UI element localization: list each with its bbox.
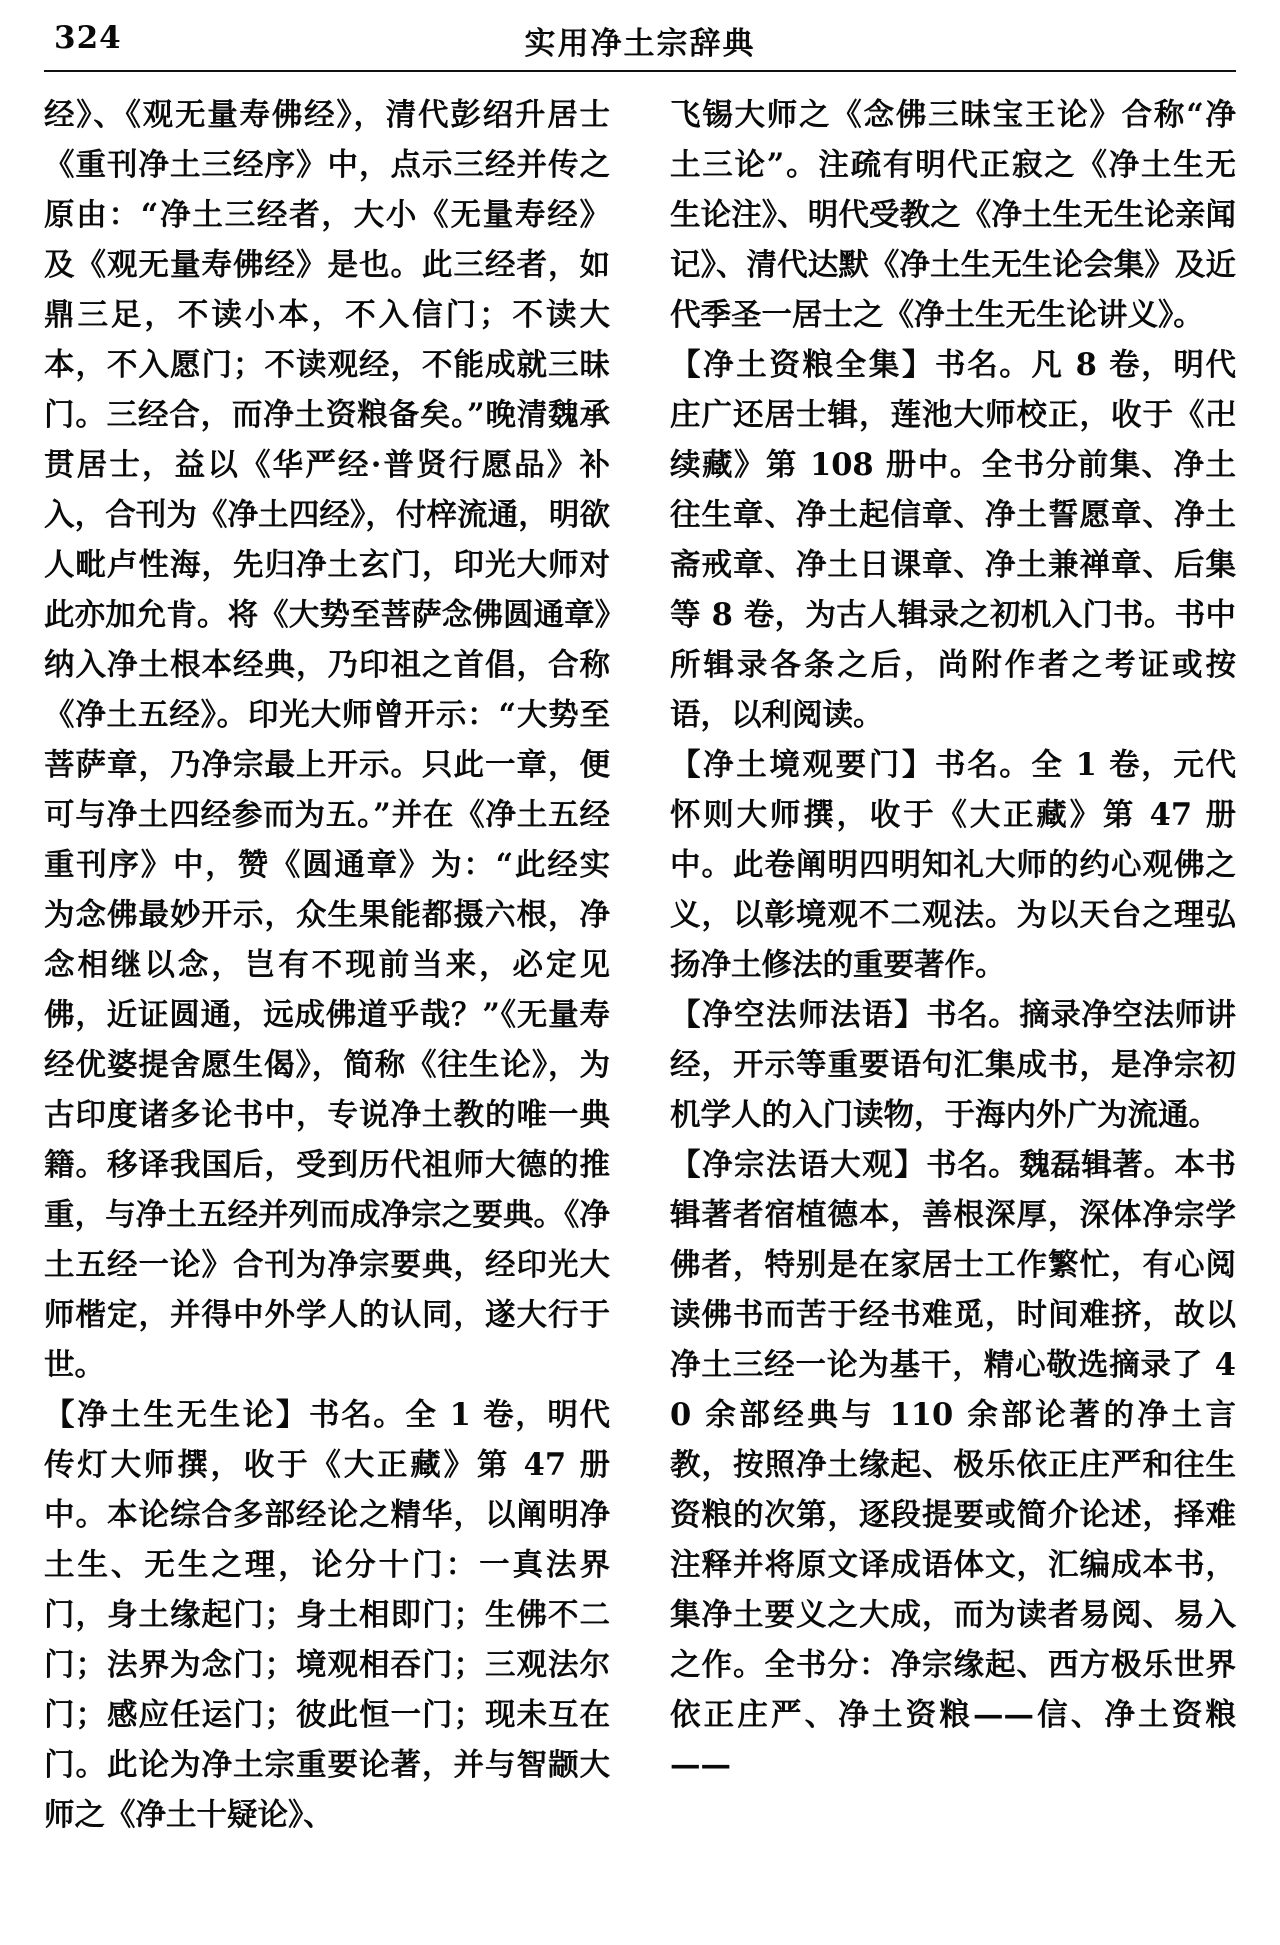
entry-body: 书名。摘录净空法师讲经，开示等重要语句汇集成书，是净宗初机学人的入门读物，于海内外广为流通。 xyxy=(670,997,1236,1133)
entry-term: 【净土资粮全集】 xyxy=(670,347,935,383)
entry-term: 【净空法师法语】 xyxy=(670,997,927,1033)
entry-term: 【净土生无生论】 xyxy=(44,1397,309,1433)
dictionary-entry xyxy=(670,990,1236,1140)
paragraph-continued xyxy=(44,90,610,1390)
book-title: 实用净土宗辞典 xyxy=(524,26,756,62)
right-column xyxy=(640,90,1236,1930)
dictionary-entry xyxy=(670,1140,1236,1790)
entry-term: 【净土境观要门】 xyxy=(670,747,935,783)
paragraph-text: 经》、《观无量寿佛经》，清代彭绍升居士《重刊净土三经序》中，点示三经并传之原由：“净土三经者，大小《无量寿经》及《观无量寿佛经》是也。此三经者，如鼎三足，不读小本，不入信门；不读大本，不入愿门；不读观经，不能成就三昧门。三经合，而净土资粮备矣。”晚清魏承贯居士，益以《华严经·普贤行愿品》补入，合刊为《净土四经》，付梓流通，明欲人毗卢性海，先归净土玄门，印光大师对此亦加允肯。将《大势至菩萨念佛圆通章》纳入净土根本经典，乃印祖之首倡，合称《净土五经》。印光大师曾开示：“大势至菩萨章，乃净宗最上开示。只此一章，便可与净土四经参而为五。”并在《净土五经重刊序》中，赞《圆通章》为：“此经实为念佛最妙开示，众生果能都摄六根，净念相继以念，岂有不现前当来，必定见佛，近证圆通，远成佛道乎哉？”《无量寿经优婆提舍愿生偈》，简称《往生论》，为古印度诸多论书中，专说净土教的唯一典籍。移译我国后，受到历代祖师大德的推重，与净土五经并列而成净宗之要典。《净土五经一论》合刊为净宗要典，经印光大师楷定，并得中外学人的认同，遂大行于世。 xyxy=(44,97,610,1383)
page-number: 324 xyxy=(54,20,122,56)
paragraph-text: 飞锡大师之《念佛三昧宝王论》合称“净土三论”。注疏有明代正寂之《净土生无生论注》、明代受教之《净土生无生论亲闻记》、清代达默《净土生无生论会集》及近代季圣一居士之《净土生无生论讲义》。 xyxy=(670,97,1236,333)
entry-body: 书名。全 1 卷，明代传灯大师撰，收于《大正藏》第 47 册中。本论综合多部经论之精华，以阐明净土生、无生之理，论分十门：一真法界门，身土缘起门；身土相即门；生佛不二门；法界为念门；境观相吞门；三观法尔门；感应任运门；彼此恒一门；现未互在门。此论为净土宗重要论著，并与智颛大师之《净土十疑论》、 xyxy=(44,1397,611,1833)
entry-body: 书名。全 1 卷，元代怀则大师撰，收于《大正藏》第 47 册中。此卷阐明四明知礼大师的约心观佛之义，以彰境观不二观法。为以天台之理弘扬净土修法的重要著作。 xyxy=(670,747,1236,983)
entry-body: 书名。凡 8 卷，明代庄广还居士辑，莲池大师校正，收于《卍续藏》第 108 册中。全书分前集、净土往生章、净土起信章、净土誓愿章、净土斋戒章、净土日课章、净土兼禅章、后集等 8 卷，为古人辑录之初机入门书。书中所辑录各条之后，尚附作者之考证或按语，以利阅读。 xyxy=(670,347,1236,733)
entry-body: 书名。魏磊辑著。本书辑著者宿植德本，善根深厚，深体净宗学佛者，特别是在家居士工作繁忙，有心阅读佛书而苦于经书难觅，时间难挤，故以净土三经一论为基干，精心敬选摘录了 40 余部经典与 110 余部论著的净土言教，按照净土缘起、极乐依正庄严和往生资粮的次第，逐段提要或简介论述，择难注释并将原文译成语体文，汇编成本书，集净土要义之大成，而为读者易阅、易入之作。全书分：净宗缘起、西方极乐世界依正庄严、净土资粮——信、净土资粮—— xyxy=(670,1147,1236,1783)
header-divider-rule xyxy=(44,70,1236,72)
body-columns xyxy=(44,90,1236,1930)
dictionary-entry xyxy=(670,740,1236,990)
running-head xyxy=(44,14,1236,72)
left-column xyxy=(44,90,640,1930)
dictionary-entry xyxy=(670,340,1236,740)
paragraph-continued xyxy=(670,90,1236,340)
entry-term: 【净宗法语大观】 xyxy=(670,1147,927,1183)
dictionary-entry xyxy=(44,1390,610,1840)
